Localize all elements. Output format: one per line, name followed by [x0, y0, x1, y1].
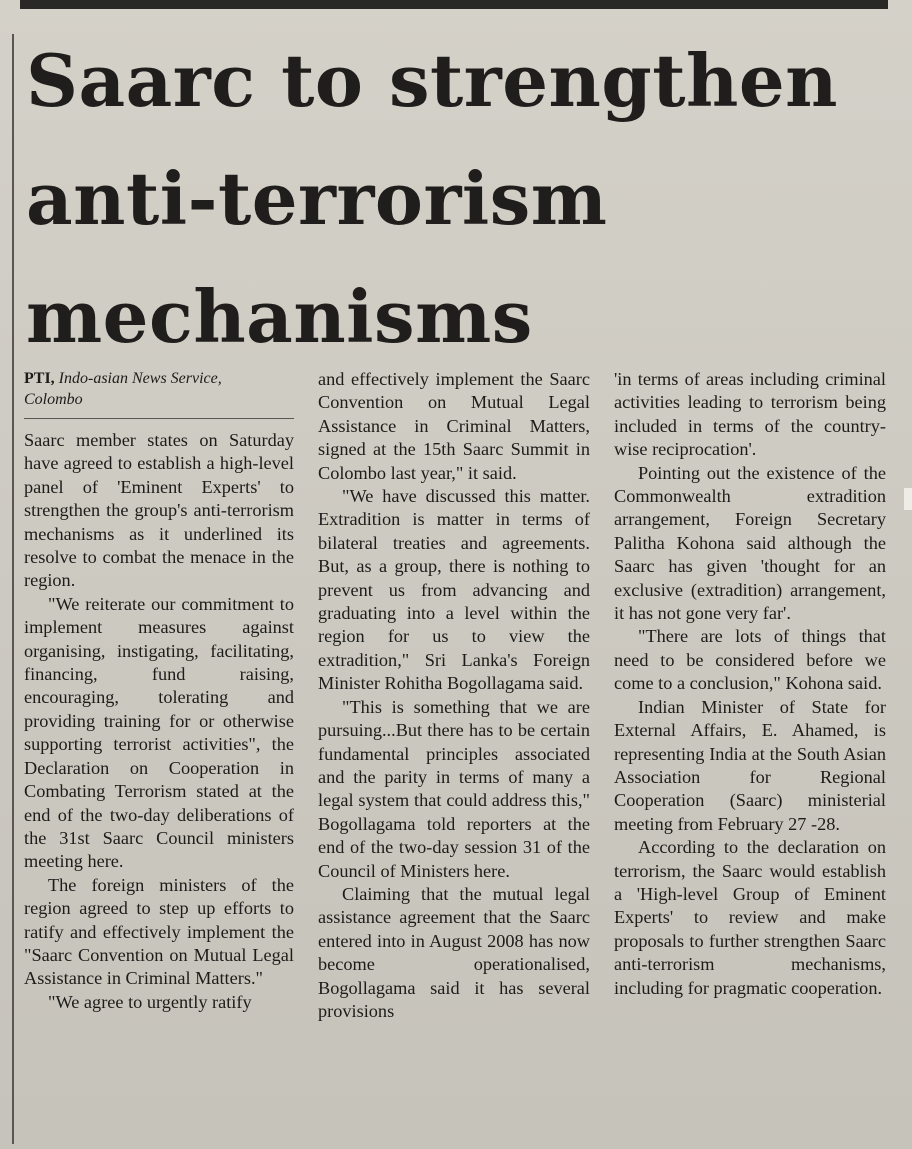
- paragraph: "We agree to urgently ratify: [48, 991, 252, 1012]
- paragraph: According to the declaration on terrorism, the Saarc would establish a 'High-level Group of Eminent Experts' to review and make proposals to further strengthen Saarc anti-terrorism mechanisms, including for pragmatic cooperation.: [614, 837, 886, 998]
- article-column-2: [318, 368, 590, 1023]
- paragraph: and effectively implement the Saarc Convention on Mutual Legal Assistance in Criminal Matters, signed at the 15th Saarc Summit in Colombo last year," it said.: [318, 369, 590, 483]
- column-rule: [12, 34, 14, 1144]
- byline: [24, 368, 294, 419]
- paragraph: Saarc member states on Saturday have agreed to establish a high-level panel of 'Eminent Experts' to strengthen the group's anti-terrorism mechanisms as it underlined its resolve to combat the menace in the region.: [24, 430, 294, 591]
- paragraph: Pointing out the existence of the Commonwealth extradition arrangement, Foreign Secretary Palitha Kohona said although the Saarc has given 'thought for an exclusive (extradition) arrangement, it has not gone very far'.: [614, 462, 886, 624]
- article-column-3: [614, 368, 886, 1000]
- paragraph: Claiming that the mutual legal assistance agreement that the Saarc entered into in August 2008 has now become operationalised, Bogollagama said it has several provisions: [318, 883, 590, 1021]
- headline: [26, 22, 896, 376]
- headline-line-1: Saarc to strengthen: [26, 38, 838, 123]
- paragraph: "We have discussed this matter. Extradition is matter in terms of bilateral treaties and agreements. But, as a group, there is nothing to prevent us from advancing and graduating into a level within the region for us to view the extradition," Sri Lanka's Foreign Minister Rohitha Bogollagama said.: [318, 486, 590, 694]
- headline-line-3: mechanisms: [26, 274, 533, 359]
- byline-service: Indo-asian News Service,: [58, 370, 222, 387]
- paragraph: 'in terms of areas including criminal activities leading to terrorism being included in terms of the country-wise reciprocation'.: [614, 369, 886, 460]
- headline-line-2: anti-terrorism: [26, 156, 608, 241]
- byline-agency: PTI,: [24, 370, 55, 387]
- paper-edge: [904, 488, 912, 510]
- paragraph: "There are lots of things that need to be considered before we come to a conclusion," Kohona said.: [614, 626, 886, 694]
- byline-location: Colombo: [24, 391, 83, 408]
- paragraph: "This is something that we are pursuing...But there has to be certain fundamental principles associated and the parity in terms of many a legal system that could address this," Bogollagama told reporters at the end of the two-day session 31 of the Council of Ministers here.: [318, 696, 590, 881]
- paragraph: Indian Minister of State for External Affairs, E. Ahamed, is representing India at the South Asian Association for Regional Cooperation (Saarc) ministerial meeting from February 27 -28.: [614, 696, 886, 834]
- top-rule: [20, 0, 888, 9]
- article-column-1: [24, 368, 294, 1014]
- paragraph: The foreign ministers of the region agreed to step up efforts to ratify and effectively implement the "Saarc Convention on Mutual Legal Assistance in Criminal Matters.": [24, 874, 294, 989]
- paragraph: "We reiterate our commitment to implement measures against organising, instigating, facilitating, financing, fund raising, encouraging, tolerating and providing training for or otherwise supporting terrorist activities", the Declaration on Cooperation in Combating Terrorism stated at the end of the two-day deliberations of the 31st Saarc Council ministers meeting here.: [24, 593, 294, 872]
